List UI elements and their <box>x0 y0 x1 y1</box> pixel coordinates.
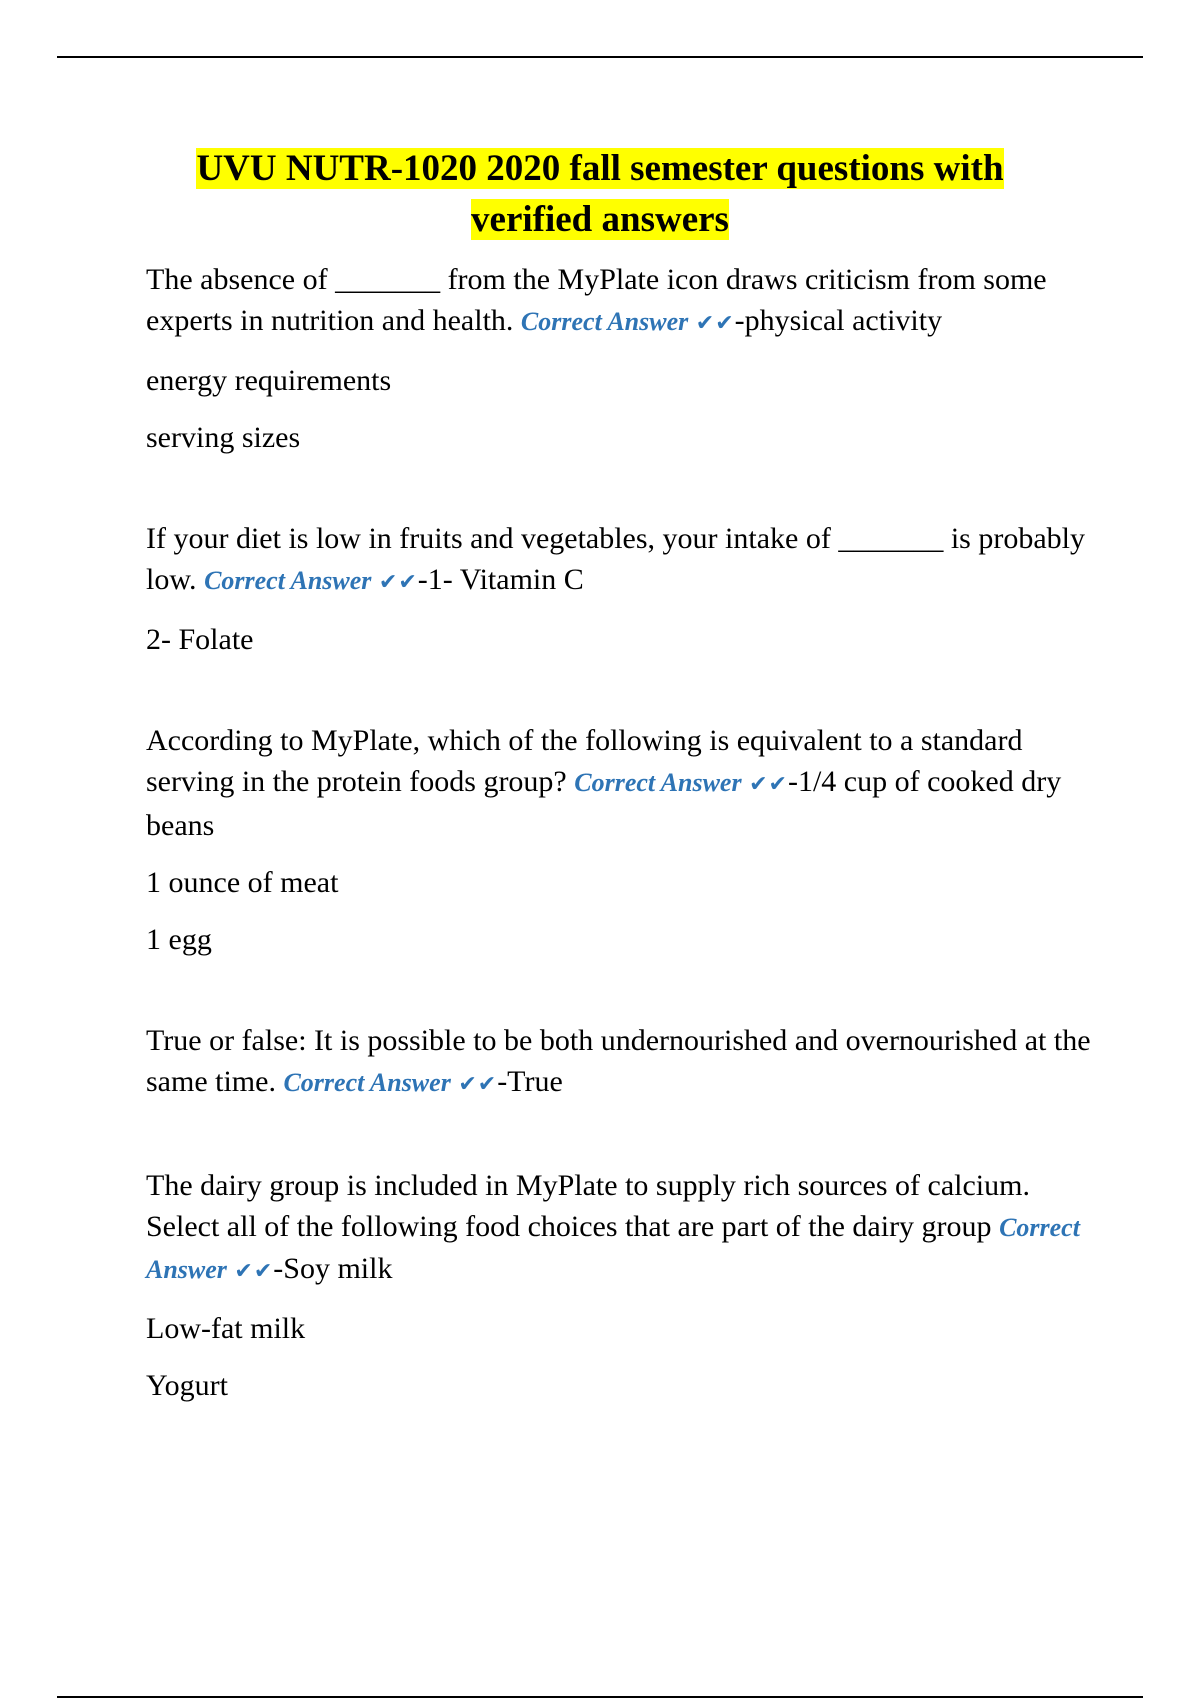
answer-text: -physical activity <box>734 304 943 337</box>
answer-line: energy requirements <box>146 364 392 397</box>
correct-answer-label: Correct Answer <box>204 566 372 595</box>
qa-item <box>146 259 1106 458</box>
answer-line: 2- Folate <box>146 623 254 656</box>
qa-item <box>146 720 1106 960</box>
double-check-icon: ✔✔ <box>234 1259 274 1284</box>
question-text: If your diet is low in fruits and vegetables, your intake of _______ is probably low. Correct Answer ✔✔-1- Vitamin C <box>146 522 1085 596</box>
question-text: True or false: It is possible to be both undernourished and overnourished at the same time. Correct Answer ✔✔-True <box>146 1024 1091 1098</box>
double-check-icon: ✔✔ <box>695 311 735 336</box>
header-rule <box>57 56 1143 58</box>
answer-text: -Soy milk <box>273 1252 393 1285</box>
question-text: According to MyPlate, which of the following is equivalent to a standard serving in the protein foods group? Correct Answer ✔✔-1/4 cup of cooked dry beans <box>146 724 1062 842</box>
answer-line: Yogurt <box>146 1369 228 1402</box>
title-line-2: verified answers <box>471 199 729 240</box>
correct-answer-label: Correct Answer <box>574 768 742 797</box>
double-check-icon: ✔✔ <box>749 772 788 797</box>
answer-text: -1/4 cup of cooked dry beans <box>146 765 1062 842</box>
correct-answer-label: Correct Answer <box>520 307 689 336</box>
answer-text: -1- Vitamin C <box>417 563 584 596</box>
question-text: The absence of _______ from the MyPlate icon draws criticism from some experts in nutrition and health. Correct Answer ✔✔-physical activity <box>146 263 1047 337</box>
document-title <box>100 143 1100 245</box>
answer-line: serving sizes <box>146 421 301 454</box>
answer-text: -True <box>497 1065 563 1098</box>
answer-line: Low-fat milk <box>146 1312 306 1345</box>
qa-item <box>146 1165 1106 1406</box>
title-line-1: UVU NUTR-1020 2020 fall semester questions with <box>196 148 1004 189</box>
double-check-icon: ✔✔ <box>378 570 418 595</box>
qa-list <box>146 259 1106 1406</box>
answer-line: 1 ounce of meat <box>146 866 339 899</box>
correct-answer-label: Correct Answer <box>283 1068 451 1097</box>
footer-rule <box>57 1696 1143 1698</box>
qa-item <box>146 518 1106 660</box>
double-check-icon: ✔✔ <box>458 1072 498 1097</box>
answer-line: 1 egg <box>146 923 212 956</box>
question-text: The dairy group is included in MyPlate to supply rich sources of calcium. Select all of the following food choices that are part of the dairy group Correct Answer ✔✔-Soy milk <box>146 1169 1080 1285</box>
qa-item <box>146 1020 1106 1105</box>
correct-answer-label: Correct Answer <box>146 1213 1080 1284</box>
